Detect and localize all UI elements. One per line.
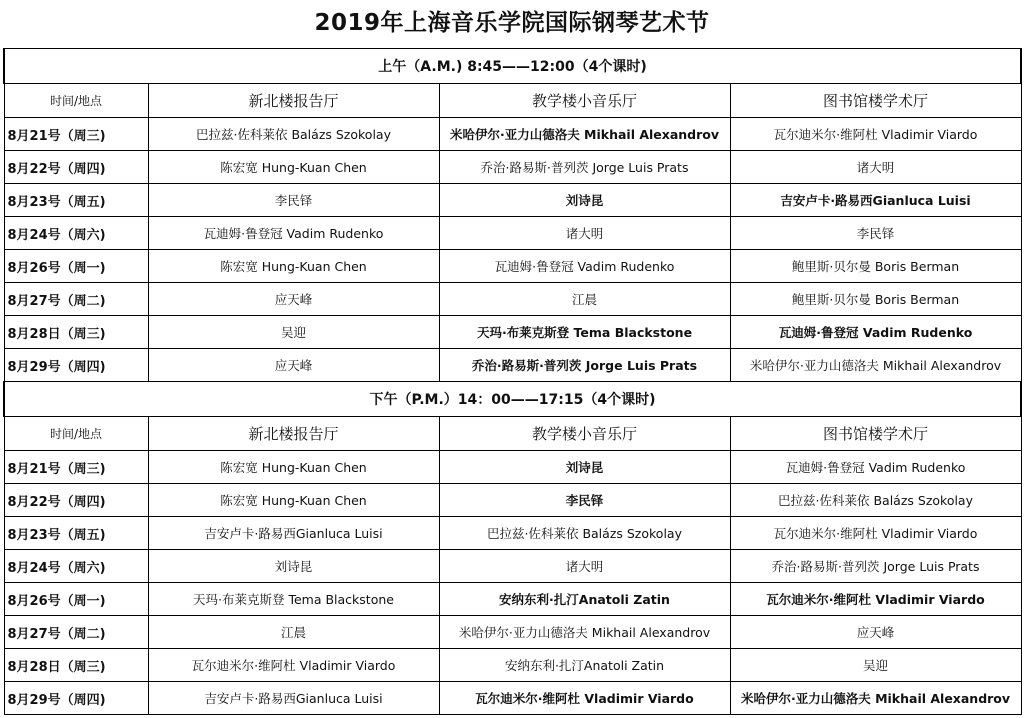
table-row	[4, 616, 1021, 649]
table-row	[4, 649, 1021, 682]
teacher-cell: 瓦尔迪米尔·维阿杜 Vladimir Viardo	[439, 682, 730, 715]
header-row	[4, 417, 1021, 451]
teacher-cell: 诸大明	[439, 550, 730, 583]
date-cell: 8月29号（周四)	[4, 682, 148, 715]
teacher-cell: 乔治·路易斯·普列茨 Jorge Luis Prats	[730, 550, 1021, 583]
teacher-cell: 刘诗昆	[148, 550, 439, 583]
header-time-place: 时间/地点	[4, 84, 148, 118]
date-cell: 8月22号（周四)	[4, 484, 148, 517]
date-cell: 8月27号（周二)	[4, 616, 148, 649]
teacher-cell: 陈宏宽 Hung-Kuan Chen	[148, 484, 439, 517]
teacher-cell: 米哈伊尔·亚力山德洛夫 Mikhail Alexandrov	[439, 616, 730, 649]
header-venue: 教学楼小音乐厅	[439, 417, 730, 451]
teacher-cell: 陈宏宽 Hung-Kuan Chen	[148, 451, 439, 484]
date-cell: 8月29号（周四)	[4, 349, 148, 382]
table-row	[4, 451, 1021, 484]
teacher-cell: 诸大明	[730, 151, 1021, 184]
date-cell: 8月24号（周六)	[4, 550, 148, 583]
teacher-cell: 应天峰	[148, 349, 439, 382]
header-venue: 图书馆楼学术厅	[730, 417, 1021, 451]
date-cell: 8月28日（周三)	[4, 316, 148, 349]
header-time-place: 时间/地点	[4, 417, 148, 451]
teacher-cell: 天玛·布莱克斯登 Tema Blackstone	[439, 316, 730, 349]
teacher-cell: 刘诗昆	[439, 451, 730, 484]
teacher-cell: 吉安卢卡·路易西Gianluca Luisi	[730, 184, 1021, 217]
teacher-cell: 吉安卢卡·路易西Gianluca Luisi	[148, 517, 439, 550]
date-cell: 8月26号（周一)	[4, 583, 148, 616]
teacher-cell: 江晨	[148, 616, 439, 649]
teacher-cell: 瓦迪姆·鲁登冠 Vadim Rudenko	[730, 316, 1021, 349]
page-title: 2019年上海音乐学院国际钢琴艺术节	[314, 10, 710, 36]
date-cell: 8月26号（周一)	[4, 250, 148, 283]
date-cell: 8月24号（周六)	[4, 217, 148, 250]
teacher-cell: 巴拉兹·佐科莱依 Balázs Szokolay	[730, 484, 1021, 517]
teacher-cell: 乔治·路易斯·普列茨 Jorge Luis Prats	[439, 151, 730, 184]
teacher-cell: 米哈伊尔·亚力山德洛夫 Mikhail Alexandrov	[730, 682, 1021, 715]
teacher-cell: 瓦尔迪米尔·维阿杜 Vladimir Viardo	[730, 583, 1021, 616]
teacher-cell: 乔治·路易斯·普列茨 Jorge Luis Prats	[439, 349, 730, 382]
teacher-cell: 瓦尔迪米尔·维阿杜 Vladimir Viardo	[148, 649, 439, 682]
teacher-cell: 安纳东利·扎汀Anatoli Zatin	[439, 649, 730, 682]
header-row	[4, 84, 1021, 118]
teacher-cell: 瓦迪姆·鲁登冠 Vadim Rudenko	[148, 217, 439, 250]
table-row	[4, 550, 1021, 583]
teacher-cell: 天玛·布莱克斯登 Tema Blackstone	[148, 583, 439, 616]
header-venue: 教学楼小音乐厅	[439, 84, 730, 118]
date-cell: 8月27号（周二)	[4, 283, 148, 316]
date-cell: 8月23号（周五)	[4, 517, 148, 550]
table-row	[4, 517, 1021, 550]
teacher-cell: 应天峰	[730, 616, 1021, 649]
session-label: 下午（P.M.）14：00——17:15（4个课时)	[4, 382, 1021, 417]
schedule-body	[4, 49, 1021, 715]
teacher-cell: 吴迎	[148, 316, 439, 349]
table-row	[4, 250, 1021, 283]
table-row	[4, 217, 1021, 250]
date-cell: 8月21号（周三)	[4, 451, 148, 484]
date-cell: 8月23号（周五)	[4, 184, 148, 217]
table-row	[4, 682, 1021, 715]
session-row	[4, 382, 1021, 417]
teacher-cell: 巴拉兹·佐科莱依 Balázs Szokolay	[148, 118, 439, 151]
teacher-cell: 瓦迪姆·鲁登冠 Vadim Rudenko	[439, 250, 730, 283]
date-cell: 8月28日（周三)	[4, 649, 148, 682]
teacher-cell: 瓦迪姆·鲁登冠 Vadim Rudenko	[730, 451, 1021, 484]
table-row	[4, 316, 1021, 349]
table-row	[4, 184, 1021, 217]
teacher-cell: 安纳东利·扎汀Anatoli Zatin	[439, 583, 730, 616]
table-row	[4, 283, 1021, 316]
teacher-cell: 李民铎	[730, 217, 1021, 250]
date-cell: 8月21号（周三)	[4, 118, 148, 151]
teacher-cell: 应天峰	[148, 283, 439, 316]
teacher-cell: 鲍里斯·贝尔曼 Boris Berman	[730, 250, 1021, 283]
header-venue: 新北楼报告厅	[148, 84, 439, 118]
teacher-cell: 江晨	[439, 283, 730, 316]
teacher-cell: 瓦尔迪米尔·维阿杜 Vladimir Viardo	[730, 118, 1021, 151]
teacher-cell: 李民铎	[439, 484, 730, 517]
table-row	[4, 349, 1021, 382]
teacher-cell: 陈宏宽 Hung-Kuan Chen	[148, 250, 439, 283]
table-row	[4, 151, 1021, 184]
teacher-cell: 刘诗昆	[439, 184, 730, 217]
teacher-cell: 吴迎	[730, 649, 1021, 682]
teacher-cell: 米哈伊尔·亚力山德洛夫 Mikhail Alexandrov	[439, 118, 730, 151]
teacher-cell: 鲍里斯·贝尔曼 Boris Berman	[730, 283, 1021, 316]
session-label: 上午（A.M.) 8:45——12:00（4个课时)	[4, 49, 1021, 84]
teacher-cell: 李民铎	[148, 184, 439, 217]
header-venue: 新北楼报告厅	[148, 417, 439, 451]
table-row	[4, 484, 1021, 517]
date-cell: 8月22号（周四)	[4, 151, 148, 184]
header-venue: 图书馆楼学术厅	[730, 84, 1021, 118]
teacher-cell: 诸大明	[439, 217, 730, 250]
table-row	[4, 118, 1021, 151]
teacher-cell: 米哈伊尔·亚力山德洛夫 Mikhail Alexandrov	[730, 349, 1021, 382]
teacher-cell: 瓦尔迪米尔·维阿杜 Vladimir Viardo	[730, 517, 1021, 550]
session-row	[4, 49, 1021, 84]
teacher-cell: 陈宏宽 Hung-Kuan Chen	[148, 151, 439, 184]
schedule-table	[3, 48, 1022, 715]
table-row	[4, 583, 1021, 616]
teacher-cell: 吉安卢卡·路易西Gianluca Luisi	[148, 682, 439, 715]
teacher-cell: 巴拉兹·佐科莱依 Balázs Szokolay	[439, 517, 730, 550]
